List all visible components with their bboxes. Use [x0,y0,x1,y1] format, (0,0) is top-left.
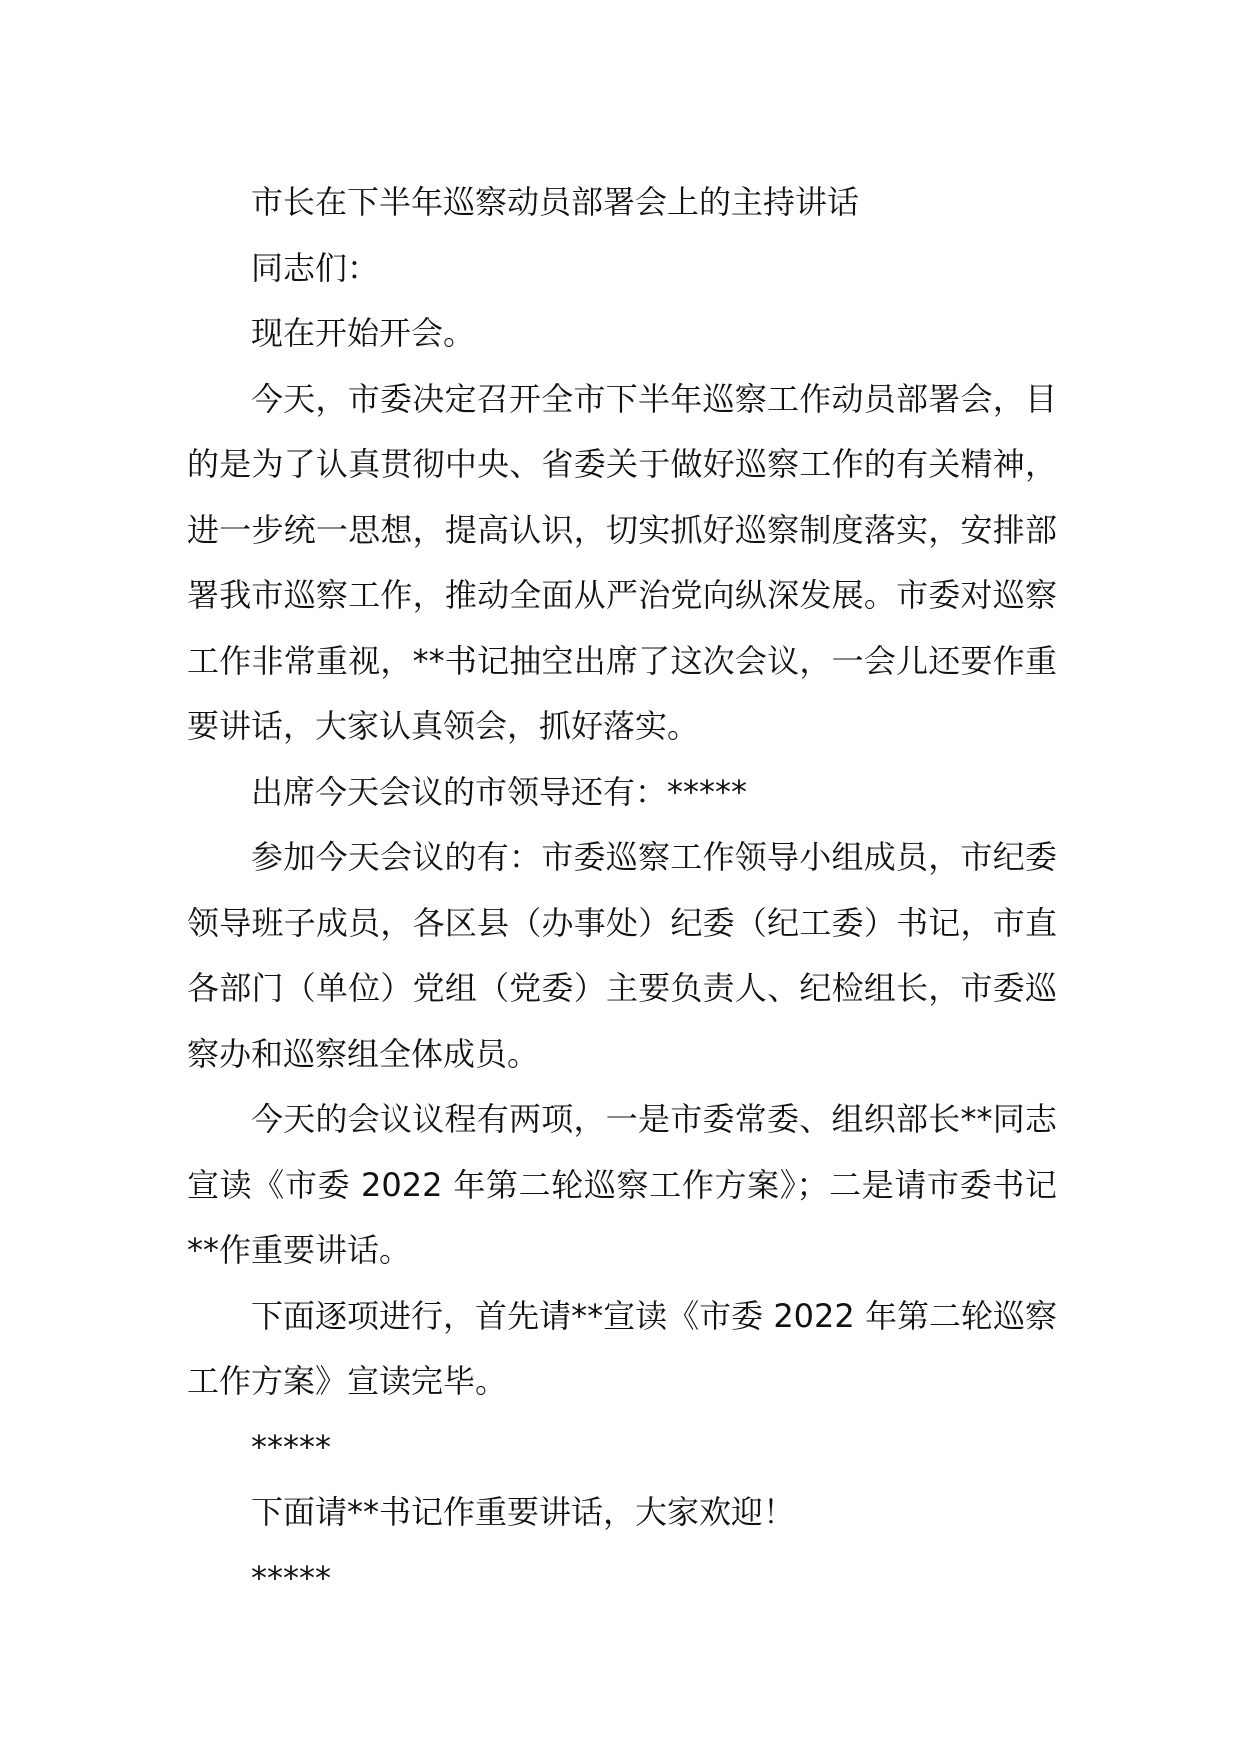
document-body [187,170,1057,1611]
document-title: 市长在下半年巡察动员部署会上的主持讲话 [251,183,860,221]
paragraph-opening: 现在开始开会。 [251,314,476,352]
paragraph-salutation: 同志们： [251,248,380,287]
paragraph-participants: 参加今天会议的有：市委巡察工作领导小组成员，市纪委领导班子成员，各区县（办事处）纪委（纪工委）书记，市直各部门（单位）党组（党委）主要负责人、纪检组长，市委巡察办和巡察组全体成员。 [187,838,1057,1073]
paragraph-first-item: 下面逐项进行，首先请**宣读《市委 2022 年第二轮巡察工作方案》宣读完毕。 [187,1296,1057,1400]
paragraph-placeholder-2: ***** [251,1558,331,1597]
paragraph-second-item: 下面请**书记作重要讲话，大家欢迎！ [251,1493,796,1531]
paragraph-placeholder-1: ***** [251,1427,331,1466]
paragraph-purpose: 今天，市委决定召开全市下半年巡察工作动员部署会，目的是为了认真贯彻中央、省委关于做好巡察工作的有关精神，进一步统一思想，提高认识，切实抓好巡察制度落实，安排部署我市巡察工作，推动全面从严治党向纵深发展。市委对巡察工作非常重视，**书记抽空出席了这次会议，一会儿还要作重要讲话，大家认真领会，抓好落实。 [187,379,1057,745]
paragraph-agenda: 今天的会议议程有两项，一是市委常委、组织部长**同志宣读《市委 2022 年第二轮巡察工作方案》；二是请市委书记**作重要讲话。 [187,1100,1057,1269]
paragraph-attending-leaders: 出席今天会议的市领导还有：***** [251,772,748,811]
